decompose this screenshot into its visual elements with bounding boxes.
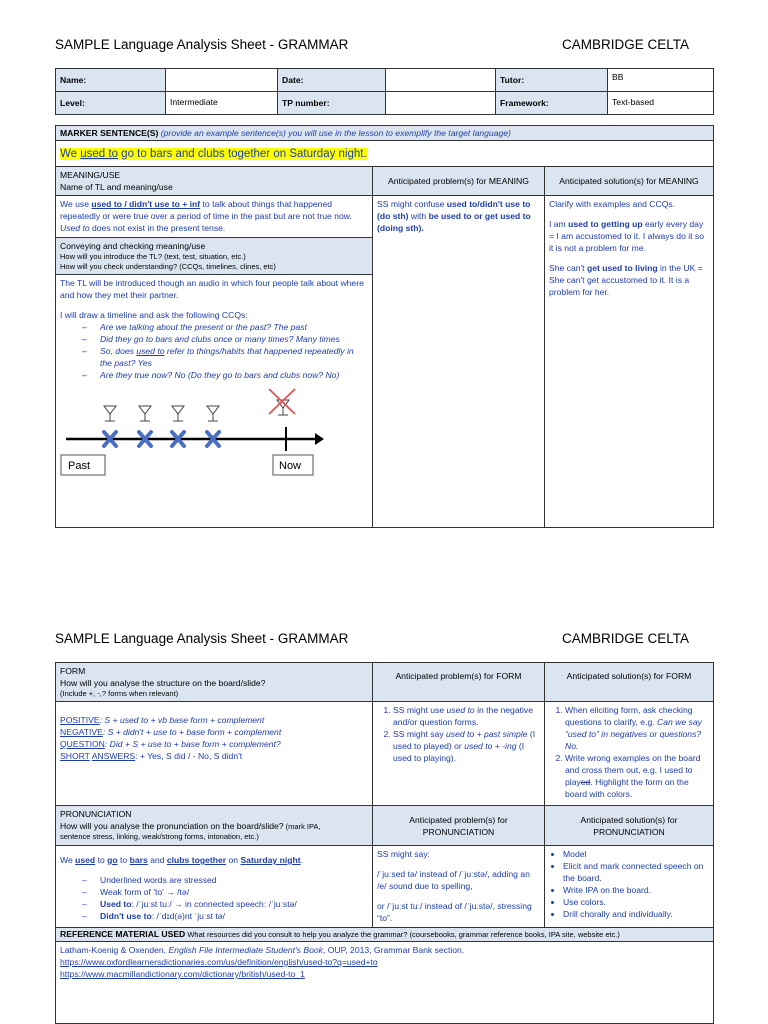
meaning-solution-2: I am used to getting up early every day = I am accustomed to it. I always do it so it is not a problem for me.: [549, 219, 704, 253]
form-positive: POSITIVE: S + used to + vb base form + complement: [60, 715, 265, 725]
timeline-diagram: [60, 387, 360, 487]
page2-header: [55, 631, 715, 651]
ref-link-macmillan[interactable]: https://www.macmillandictionary.com/dictionary/british/used-to_1: [60, 969, 305, 979]
brand-label: CAMBRIDGE CELTA: [561, 631, 689, 646]
cocktail-glass-icon: [104, 406, 116, 421]
form-question-form: QUESTION: Did + S + use to + base form + complement?: [60, 739, 281, 749]
meaning-solution-1: Clarify with examples and CCQs.: [549, 199, 676, 209]
form-note: (Include +, -,? forms when relevant): [60, 689, 179, 698]
ref-heading: [56, 928, 714, 942]
ccq-item: – Did they go to bars and clubs once or many times? Many times: [82, 333, 368, 345]
form-question: How will you analyse the structure on the board/slide?: [60, 678, 266, 688]
timeline-past-label: Past: [68, 460, 91, 472]
date-label: Date:: [278, 69, 386, 92]
pron-solution-item: • Use colors.: [563, 896, 709, 908]
meaning-problem-heading: Anticipated problem(s) for MEANING: [373, 167, 545, 196]
meaning-solution-3: She can't get used to living in the UK = She can't get accustomed to it. It is a problem for her.: [549, 263, 703, 297]
tutor-value: BB: [608, 69, 714, 92]
pron-solution-item: • Model: [563, 848, 709, 860]
meaning-heading-cell: [56, 167, 373, 196]
pron-question: How will you analyse the pronunciation on the board/slide?: [60, 821, 284, 831]
meaning-problem: SS might confuse used to/didn't use to (do sth) with be used to or get used to (doing sth).: [373, 196, 545, 528]
pron-item: – Weak form of 'to' → /tə/: [82, 886, 368, 898]
convey-heading-cell: [56, 238, 373, 275]
page1-header: [55, 37, 715, 57]
meaning-text: We use used to / didn't use to + inf to talk about things that happened repeatedly or were true over a period of time in the past but are not true now. Used to does not exist in the present tense.: [56, 196, 373, 238]
ref-label: REFERENCE MATERIAL USED: [60, 929, 186, 939]
meaning-solution-heading: Anticipated solution(s) for MEANING: [545, 167, 714, 196]
meaning-solution: [545, 196, 714, 528]
ccq-item: – Are we talking about the present or the past? The past: [82, 321, 368, 333]
meaning-heading: MEANING/USE: [60, 170, 121, 180]
ref-book: Latham-Koenig & Oxenden, English File Intermediate Student's Book, OUP, 2013, Grammar Bank section.: [60, 945, 465, 955]
ref-hint: What resources did you consult to help you analyze the grammar? (coursebooks, grammar reference books, IPA site, website etc.): [185, 930, 620, 939]
cross-out-icon: [269, 389, 295, 414]
pron-heading-cell: PRONUNCIATION How will you analyse the pronunciation on the board/slide? (mark IPA, sentence stress, linking, weak/strong forms, intonation, etc.): [56, 806, 373, 846]
info-table: [55, 68, 714, 115]
level-value: Intermediate: [166, 92, 278, 115]
meaning-subheading: Name of TL and meaning/use: [60, 182, 173, 192]
form-short-answers: SHORT ANSWERS: + Yes, S did / - No, S didn't: [60, 751, 243, 761]
pron-solution-heading: Anticipated solution(s) for PRONUNCIATION: [545, 806, 714, 846]
framework-value: Text-based: [608, 92, 714, 115]
marker-sentence: We used to go to bars and clubs together on Saturday night.: [56, 141, 714, 167]
pron-item: – Didn't use to: /ˈdɪd(ə)nt ˈjuːst tə/: [82, 910, 368, 922]
brand-label: CAMBRIDGE CELTA: [561, 37, 689, 52]
ccq-list: [60, 321, 368, 381]
form-problem: [373, 702, 545, 806]
page-title: SAMPLE Language Analysis Sheet - GRAMMAR: [55, 631, 349, 646]
name-label: Name:: [56, 69, 166, 92]
form-body: [56, 702, 373, 806]
form-solution-heading: Anticipated solution(s) for FORM: [545, 663, 714, 702]
meaning-table: [55, 125, 714, 528]
pron-note: sentence stress, linking, weak/strong forms, intonation, etc.): [60, 832, 259, 841]
ccq-intro: I will draw a timeline and ask the following CCQs:: [60, 310, 248, 320]
pron-solution-item: • Write IPA on the board.: [563, 884, 709, 896]
pron-item: – Used to: /ˈjuːst tuː/ → in connected speech: /ˈjuːstə/: [82, 898, 368, 910]
marker-hint: (provide an example sentence(s) you will use in the lesson to exemplify the target language): [160, 128, 511, 138]
timeline-now-label: Now: [279, 460, 302, 472]
pron-solution: [545, 846, 714, 928]
page-title: SAMPLE Language Analysis Sheet - GRAMMAR: [55, 37, 349, 52]
cocktail-glass-icon: [172, 406, 184, 421]
tp-value: [386, 92, 496, 115]
pron-heading: PRONUNCIATION: [60, 809, 132, 819]
marker-heading: [56, 126, 714, 141]
marker-tl: used to: [80, 148, 118, 160]
form-heading: FORM: [60, 666, 86, 676]
form-problem-item: 2. SS might say used to + past simple (I used to played) or used to + -ing (I used to playing).: [393, 728, 540, 764]
form-solution: [545, 702, 714, 806]
pron-problem-2: or /ˈjuːst tuː/ instead of /ˈjuːstə/, stressing “to”.: [377, 901, 532, 923]
marker-label: MARKER SENTENCE(S): [60, 128, 159, 138]
pron-solution-item: • Drill chorally and individually.: [563, 908, 709, 920]
cocktail-glass-icon: [139, 406, 151, 421]
form-problem-item: 1. SS might use used to in the negative and/or question forms.: [393, 704, 540, 728]
framework-label: Framework:: [496, 92, 608, 115]
meaning-tl: used to / didn't use to + inf: [91, 199, 201, 209]
pron-item: – Underlined words are stressed: [82, 874, 368, 886]
pron-body: [56, 846, 373, 928]
form-negative: NEGATIVE: S + didn't + use to + base form + complement: [60, 727, 282, 737]
form-solution-item: 1. When eliciting form, ask checking questions to clarify, e.g. Can we say “used to” in negatives or questions? No.: [565, 704, 709, 752]
convey-heading: Conveying and checking meaning/use: [60, 241, 206, 251]
tp-label: TP number:: [278, 92, 386, 115]
ref-link-oxford[interactable]: https://www.oxfordlearnersdictionaries.com/us/definition/english/used-to?q=used+to: [60, 957, 378, 967]
convey-q2: How will you check understanding? (CCQs, timelines, clines, etc): [60, 262, 276, 271]
form-pron-table: [55, 662, 714, 1024]
ref-body: [56, 942, 714, 1024]
convey-q1: How will you introduce the TL? (text, test, situation, etc.): [60, 252, 246, 261]
form-problem-heading: Anticipated problem(s) for FORM: [373, 663, 545, 702]
date-value: [386, 69, 496, 92]
cocktail-glass-icon: [207, 406, 219, 421]
pron-problem-heading: Anticipated problem(s) for PRONUNCIATION: [373, 806, 545, 846]
ccq-item: – So, does used to refer to things/habits that happened repeatedly in the past? Yes: [82, 345, 368, 369]
arrow-right-icon: [315, 433, 324, 445]
tutor-label: Tutor:: [496, 69, 608, 92]
pron-problem-intro: SS might say:: [377, 849, 431, 859]
pron-solution-item: • Elicit and mark connected speech on the board.: [563, 860, 709, 884]
pron-list: [60, 874, 368, 922]
level-label: Level:: [56, 92, 166, 115]
pron-sentence: We used to go to bars and clubs together on Saturday night.: [60, 855, 303, 865]
convey-intro: The TL will be introduced though an audio in which four people talk about where and how they met their partner.: [60, 278, 364, 300]
form-heading-cell: [56, 663, 373, 702]
form-solution-item: 2. Write wrong examples on the board and cross them out, e.g. I used to played. Highlight the form on the board with colors.: [565, 752, 709, 800]
name-value: [166, 69, 278, 92]
pron-problem: [373, 846, 545, 928]
ccq-item: – Are they true now? No (Do they go to bars and clubs now? No): [82, 369, 368, 381]
convey-body: [56, 275, 373, 528]
pron-problem-1: /ˈjuːsed tə/ instead of /ˈjuːstə/, adding an /e/ sound due to spelling,: [377, 869, 530, 891]
